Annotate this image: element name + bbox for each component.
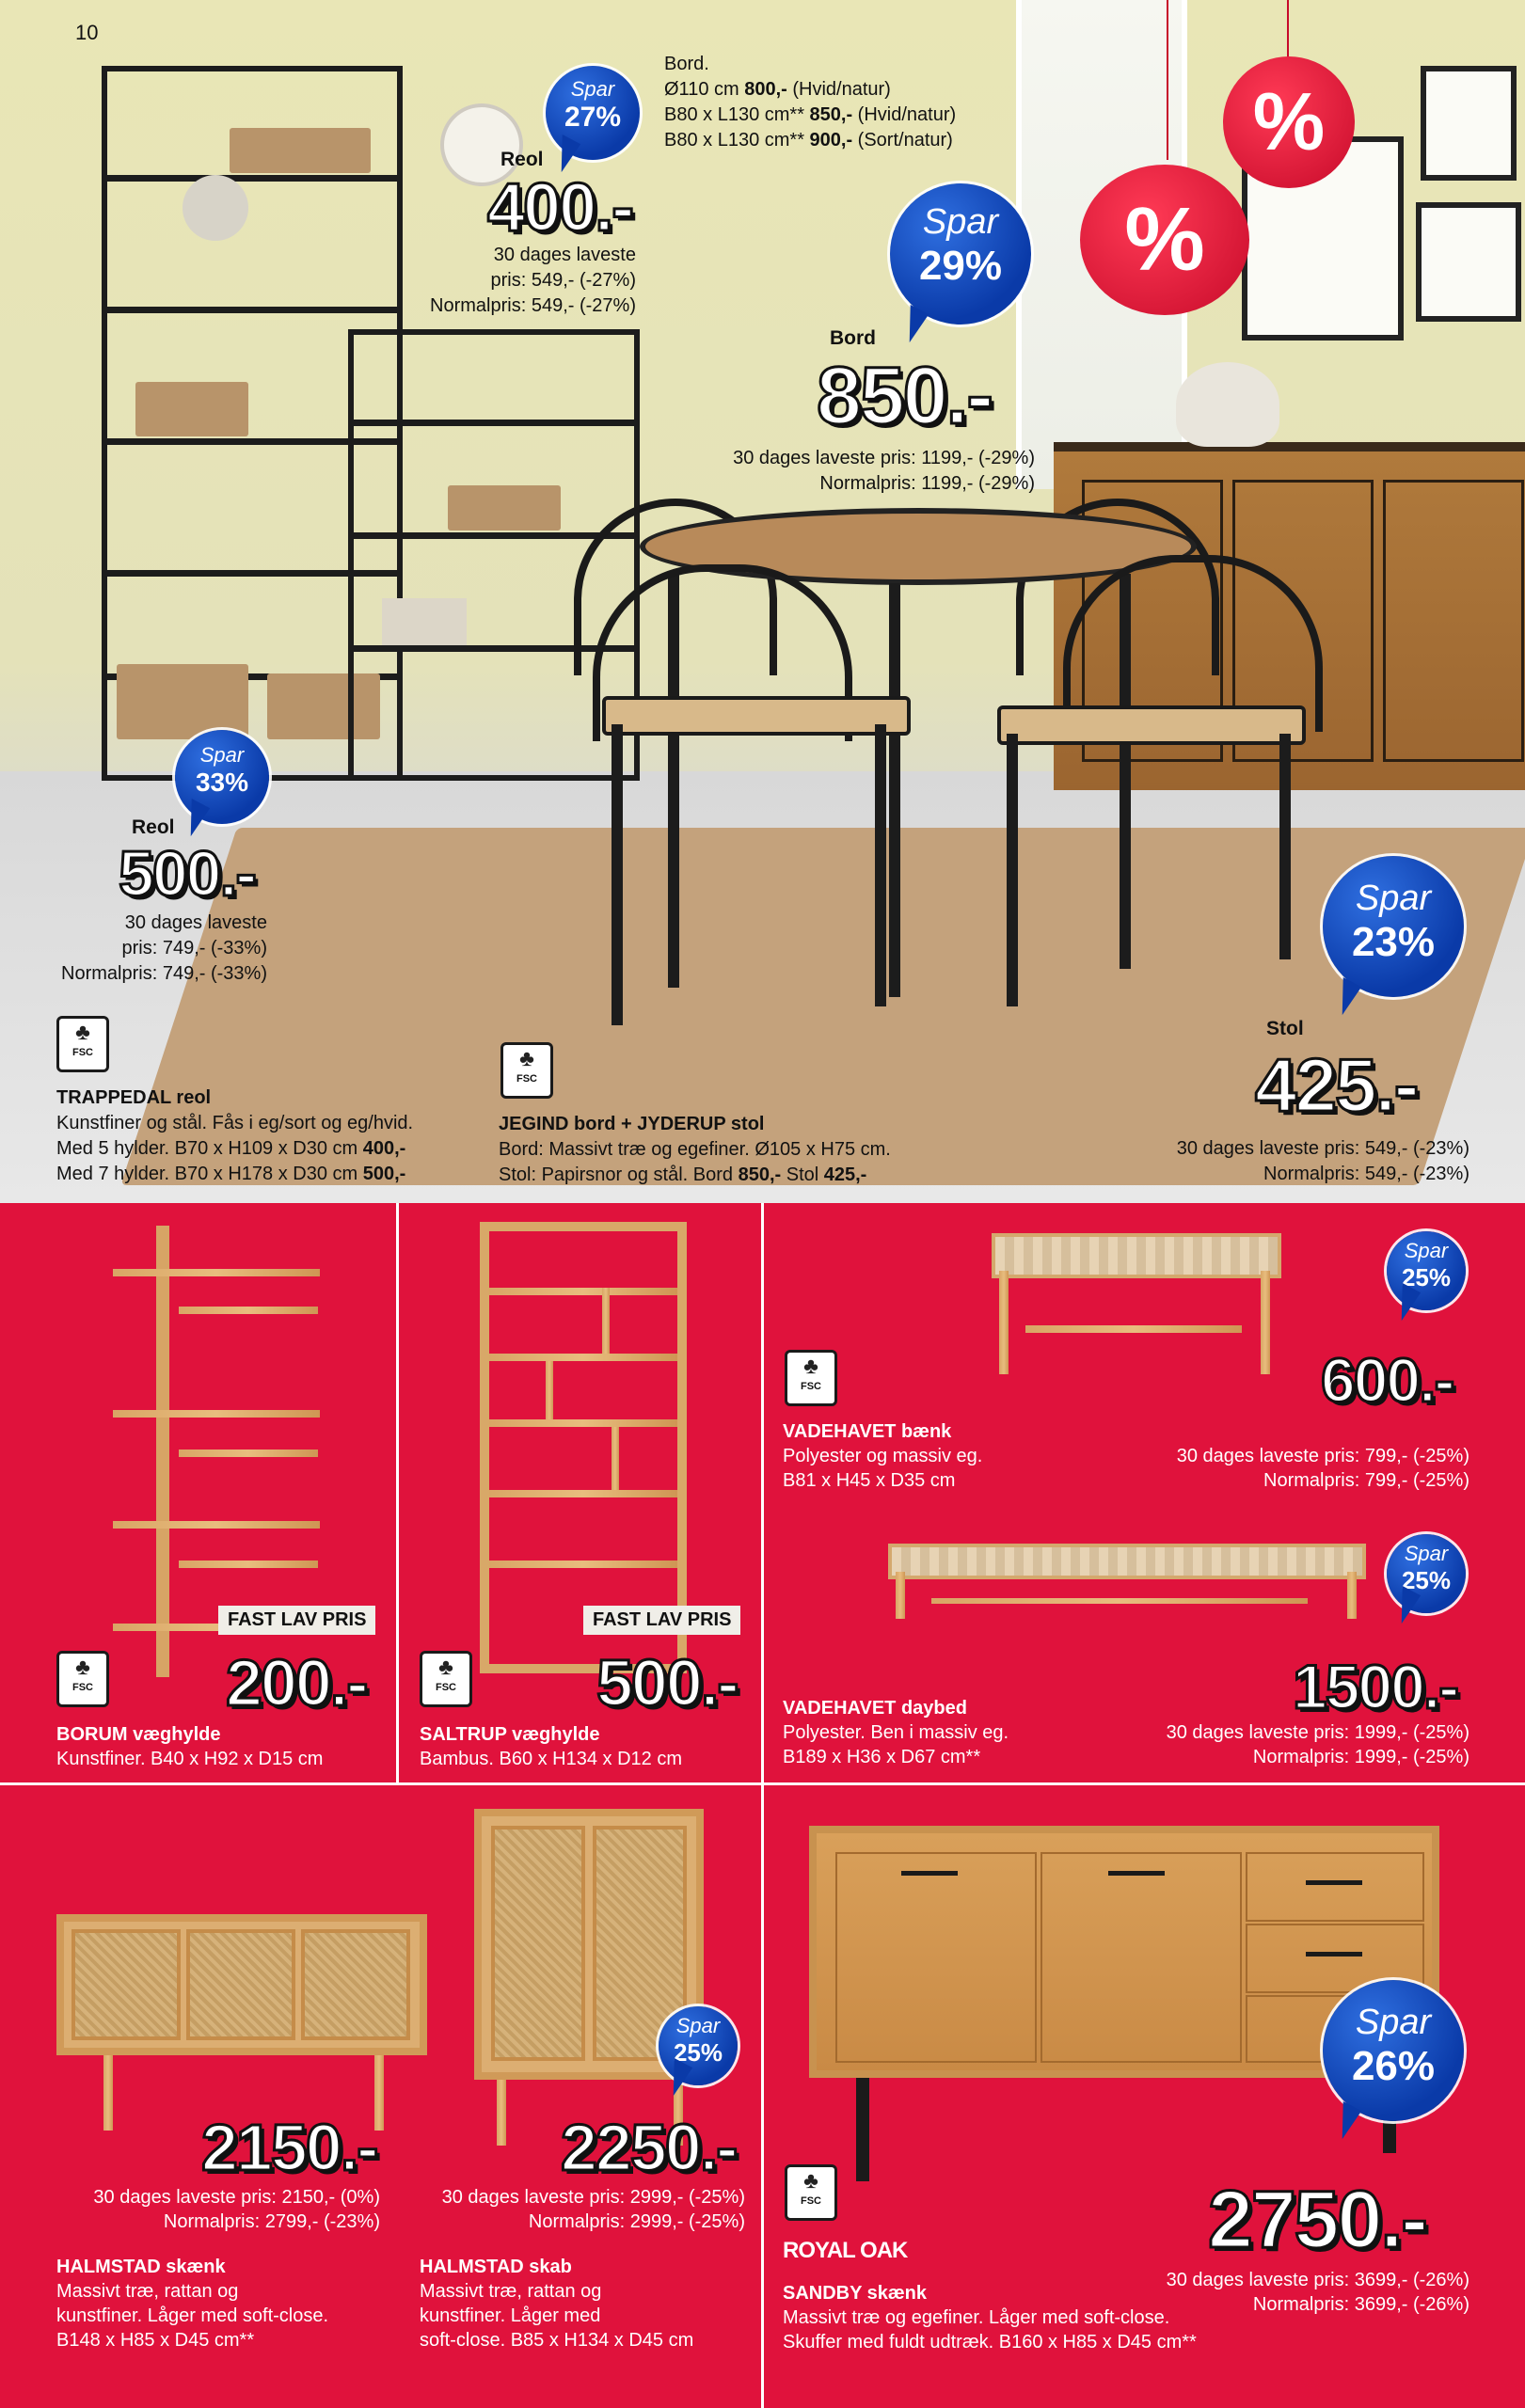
price: 425.- xyxy=(1255,1043,1418,1127)
spar-badge: Spar 33% xyxy=(175,730,269,824)
spar-badge: Spar 27% xyxy=(546,66,640,160)
price: 1500.- xyxy=(1293,1652,1458,1721)
spar-badge: Spar 26% xyxy=(1323,1980,1464,2121)
picture-frame xyxy=(1416,202,1521,322)
price: 500.- xyxy=(119,838,255,910)
saltrup-description: SALTRUP væghylde Bambus. B60 x H134 x D12 cm xyxy=(420,1724,683,1769)
product-label: Stol xyxy=(1266,1018,1304,1039)
chair-seat xyxy=(602,696,911,736)
daybed-description: VADEHAVET daybed Polyester. Ben i massiv eg. B189 x H36 x D67 cm** xyxy=(783,1698,1009,1767)
spar-badge: Spar 29% xyxy=(890,183,1031,325)
spar-badge: Spar 25% xyxy=(1387,1534,1466,1613)
price: 500.- xyxy=(596,1646,738,1719)
jegind-description: JEGIND bord + JYDERUP stol Bord: Massivt træ og egefiner. Ø105 x H75 cm. Stol: Papirsnor og stål. Bord 850,- Stol 425,- xyxy=(499,1114,891,1185)
fsc-logo-icon: ♣ FSC xyxy=(56,1016,109,1072)
sandby-description: SANDBY skænk Massivt træ og egefiner. Låger med soft-close. Skuffer med fuldt udtræk. B160 x H85 x D45 cm** xyxy=(783,2283,1197,2353)
trappedal-description: TRAPPEDAL reol Kunstfiner og stål. Fås i eg/sort og eg/hvid. Med 5 hylder. B70 x H109 x D30 cm 400,- Med 7 hylder. B70 x H178 x D30 cm 500,- xyxy=(56,1087,414,1184)
fast-lav-pris-badge: FAST LAV PRIS xyxy=(218,1606,375,1635)
price-details: 30 dages laveste pris: 549,- (-23%) Normalpris: 549,- (-23%) xyxy=(1176,1138,1469,1184)
fsc-logo-icon: ♣ FSC xyxy=(785,2164,837,2221)
price: 850.- xyxy=(817,351,993,441)
product-label: Reol xyxy=(132,816,175,838)
price: 600.- xyxy=(1321,1345,1454,1415)
price: 2150.- xyxy=(201,2111,377,2184)
percent-tag-icon: % xyxy=(1223,56,1355,188)
price: 200.- xyxy=(226,1646,367,1719)
fsc-logo-icon: ♣ FSC xyxy=(785,1350,837,1406)
bench-description: VADEHAVET bænk Polyester og massiv eg. B81 x H45 x D35 cm xyxy=(783,1421,983,1491)
bench-price-details: 30 dages laveste pris: 799,- (-25%) Normalpris: 799,- (-25%) xyxy=(1176,1446,1469,1491)
spar-badge: Spar 25% xyxy=(1387,1231,1466,1310)
halmstad-sideboard-image xyxy=(56,1914,427,2055)
price-details: 30 dages laveste pris: 549,- (-27%) Normalpris: 549,- (-27%) xyxy=(430,245,636,316)
spar-badge: Spar 25% xyxy=(659,2006,738,2085)
percent-tag-icon: % xyxy=(1080,165,1249,315)
daybed-image xyxy=(888,1544,1366,1579)
borum-shelf-image xyxy=(156,1226,169,1677)
bench-image xyxy=(992,1233,1281,1278)
sandby-price-details: 30 dages laveste pris: 3699,- (-26%) Normalpris: 3699,- (-26%) xyxy=(1166,2270,1469,2315)
spar-badge: Spar 23% xyxy=(1323,856,1464,997)
fast-lav-pris-badge: FAST LAV PRIS xyxy=(583,1606,740,1635)
product-label: Bord xyxy=(830,327,876,349)
price-details: 30 dages laveste pris: 749,- (-33%) Normalpris: 749,- (-33%) xyxy=(61,912,267,984)
borum-description: BORUM væghylde Kunstfiner. B40 x H92 x D15 cm xyxy=(56,1724,324,1769)
fsc-logo-icon: ♣ FSC xyxy=(500,1042,553,1099)
fsc-logo-icon: ♣ FSC xyxy=(56,1651,109,1707)
halmstad-skab-description: HALMSTAD skab Massivt træ, rattan og kunstfiner. Låger med soft-close. B85 x H134 x D45 cm xyxy=(420,2257,694,2351)
price: 400.- xyxy=(487,170,633,246)
product-label: Reol xyxy=(500,149,544,170)
picture-frame xyxy=(1421,66,1517,181)
royal-oak-logo: ROYAL OAK xyxy=(783,2238,908,2263)
daybed-price-details: 30 dages laveste pris: 1999,- (-25%) Normalpris: 1999,- (-25%) xyxy=(1166,1722,1469,1767)
table-size-info: Bord. Ø110 cm 800,- (Hvid/natur) B80 x L130 cm** 850,- (Hvid/natur) B80 x L130 cm** 900,- (Sort/natur) xyxy=(664,54,957,150)
price-details: 30 dages laveste pris: 1199,- (-29%) Normalpris: 1199,- (-29%) xyxy=(733,448,1035,494)
price: 2250.- xyxy=(561,2111,737,2184)
chair-seat xyxy=(997,705,1306,745)
halmstad-skab-price-details: 30 dages laveste pris: 2999,- (-25%) Normalpris: 2999,- (-25%) xyxy=(441,2187,745,2232)
halmstad-skaenk-price-details: 30 dages laveste pris: 2150,- (0%) Normalpris: 2799,- (-23%) xyxy=(93,2187,380,2232)
vase xyxy=(1176,362,1279,447)
offers-panel xyxy=(0,1203,1525,2408)
fsc-logo-icon: ♣ FSC xyxy=(420,1651,472,1707)
page-number: 10 xyxy=(75,21,99,44)
price: 2750.- xyxy=(1208,2175,1426,2265)
halmstad-skaenk-description: HALMSTAD skænk Massivt træ, rattan og kunstfiner. Låger med soft-close. B148 x H85 x D45 cm** xyxy=(56,2257,329,2351)
